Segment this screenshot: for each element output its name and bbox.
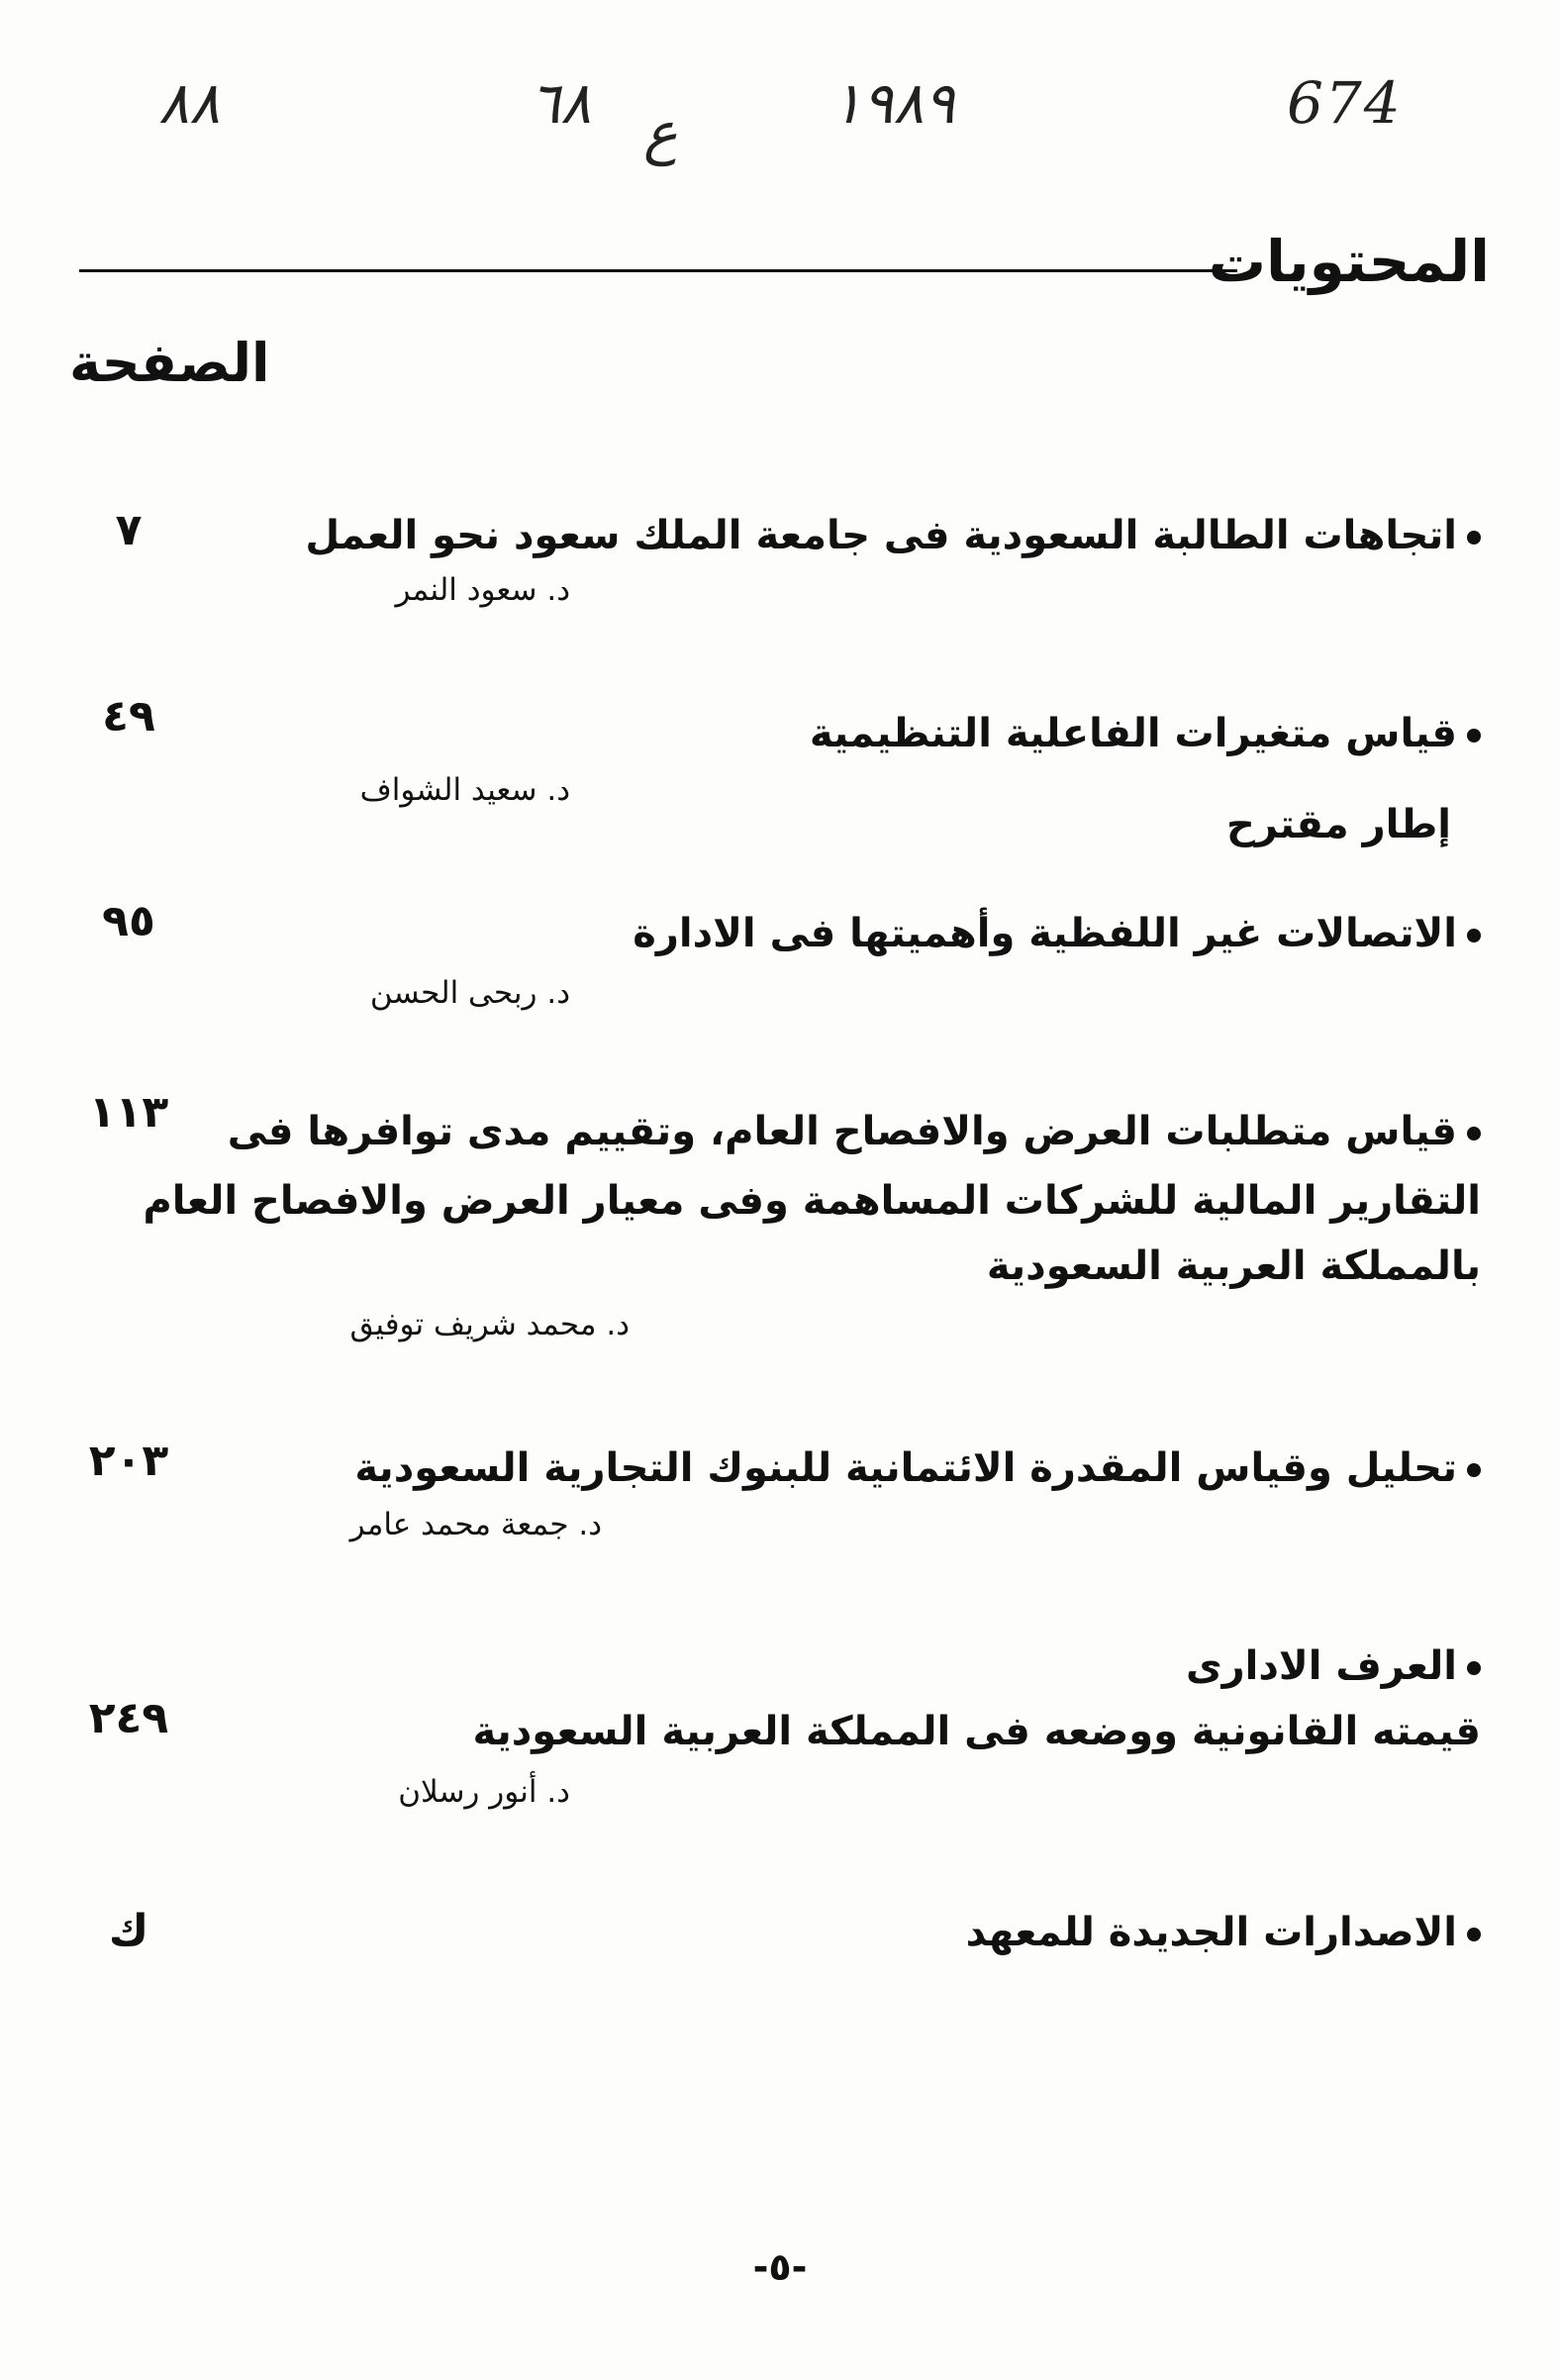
page-number: ٧ bbox=[115, 505, 143, 555]
page-number: ٢٤٩ bbox=[88, 1693, 169, 1743]
bullet-icon bbox=[1467, 1661, 1481, 1675]
entry-author: د. سعود النمر bbox=[395, 572, 570, 608]
page-number: ٩٥ bbox=[102, 896, 155, 946]
entry-title-line: قياس متطلبات العرض والافصاح العام، وتقييم مدى توافرها فى bbox=[228, 1109, 1481, 1154]
entry-title-line: التقارير المالية للشركات المساهمة وفى معيار العرض والافصاح العام bbox=[143, 1178, 1481, 1224]
page-number: ٤٩ bbox=[102, 691, 155, 742]
handwritten-note: 674 bbox=[1287, 69, 1403, 137]
footer-page-number: -٥- bbox=[752, 2245, 808, 2289]
entry-title-line: تحليل وقياس المقدرة الائتمانية للبنوك التجارية السعودية bbox=[354, 1445, 1481, 1491]
bullet-icon bbox=[1467, 729, 1481, 743]
entry-title-line: الاصدارات الجديدة للمعهد bbox=[966, 1910, 1481, 1955]
title-rule bbox=[79, 269, 1237, 272]
handwritten-note: ع bbox=[643, 99, 678, 166]
handwritten-note: ٨٨ bbox=[158, 69, 221, 137]
title-row bbox=[69, 228, 1490, 307]
bullet-icon bbox=[1467, 1928, 1481, 1941]
page-number: ٢٠٣ bbox=[88, 1436, 169, 1486]
bullet-icon bbox=[1467, 929, 1481, 942]
entry-title-line: بالمملكة العربية السعودية bbox=[986, 1243, 1481, 1289]
entry-title-line: العرف الادارى bbox=[1186, 1643, 1481, 1689]
entry-title-line: اتجاهات الطالبة السعودية فى جامعة الملك سعود نحو العمل bbox=[305, 513, 1481, 558]
page-number: ١١٣ bbox=[88, 1087, 169, 1138]
entry-title-line: الاتصالات غير اللفظية وأهميتها فى الادارة bbox=[633, 911, 1481, 956]
bullet-icon bbox=[1467, 531, 1481, 545]
bullet-icon bbox=[1467, 1463, 1481, 1477]
entry-title-line: قيمته القانونية ووضعه فى المملكة العربية السعودية bbox=[472, 1709, 1481, 1754]
page-title: المحتويات bbox=[1208, 228, 1490, 295]
handwritten-note: ٦٨ bbox=[530, 69, 592, 137]
page-column-label: الصفحة bbox=[69, 332, 270, 394]
entry-title-line: قياس متغيرات الفاعلية التنظيمية bbox=[810, 711, 1481, 756]
entry-author: د. محمد شريف توفيق bbox=[349, 1307, 630, 1342]
entry-author: د. جمعة محمد عامر bbox=[349, 1507, 602, 1542]
handwritten-note: ١٩٨٩ bbox=[831, 69, 955, 137]
entry-author: د. أنور رسلان bbox=[398, 1774, 570, 1810]
entry-author: د. سعيد الشواف bbox=[359, 772, 570, 808]
entry-author: د. ربحى الحسن bbox=[369, 975, 570, 1011]
page-number: ك bbox=[108, 1906, 149, 1956]
entry-title-line: إطار مقترح bbox=[1226, 802, 1451, 847]
bullet-icon bbox=[1467, 1127, 1481, 1140]
